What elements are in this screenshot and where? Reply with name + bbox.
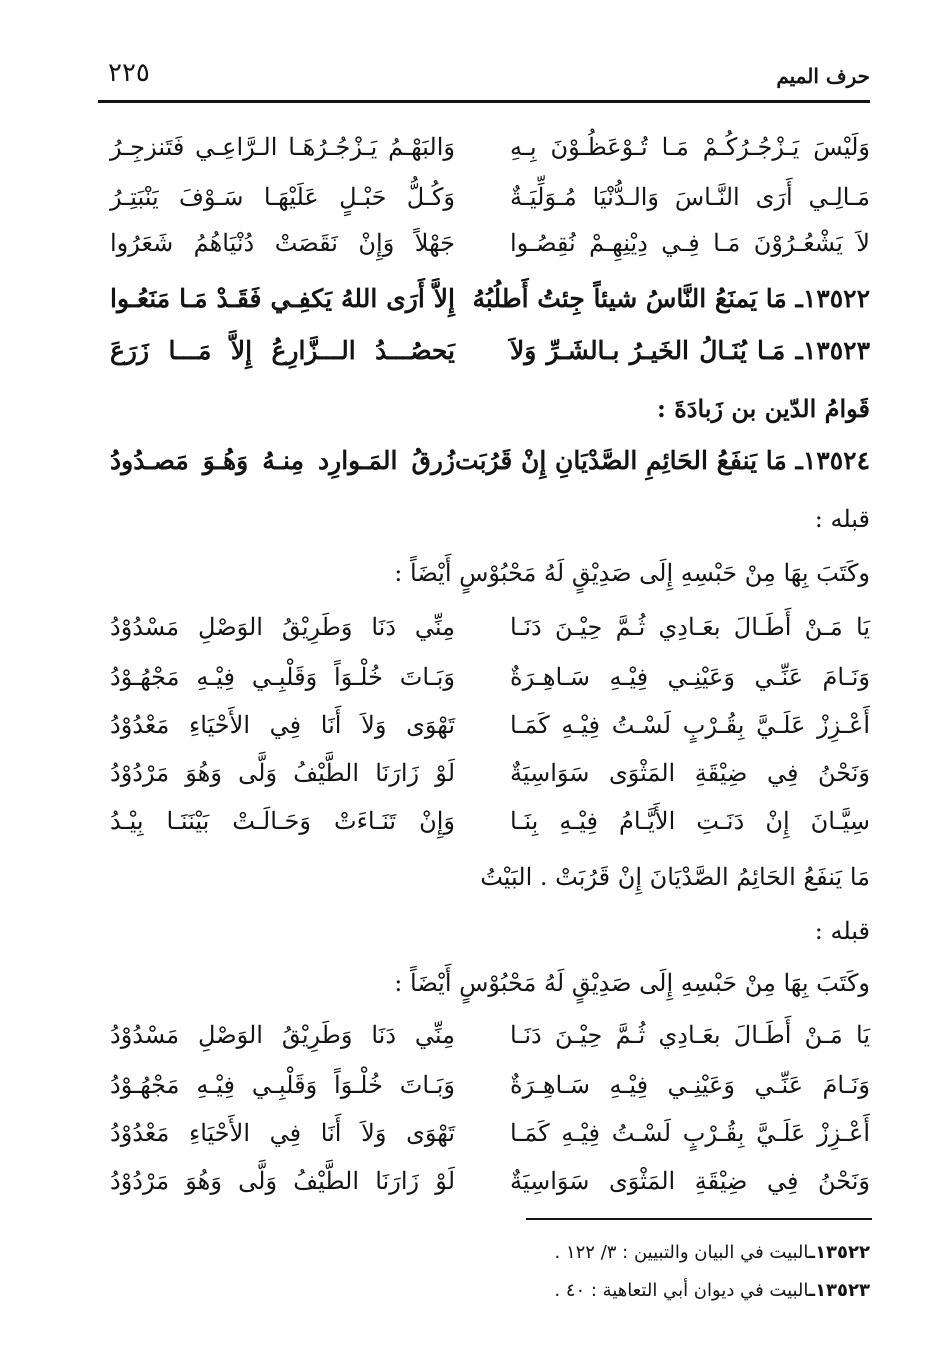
page-header (98, 52, 870, 104)
first-hemistich: وَنَحْنُ فِي ضِيْقَةِ المَثْوَى سَوَاسِيَةٌ (510, 1167, 870, 1195)
verse-line (110, 1156, 870, 1206)
entry-number: ١٣٥٢٣ـ (795, 336, 870, 365)
second-hemistich: وَبَـاتَ خُلْـوَاً وَقَلْبِـي فِيْـهِ مَجْهُـوْدُ (110, 663, 455, 691)
first-hemistich: يَا مَـنْ أَطَـالَ بعَـادِي ثُـمَّ حِيْـنَ دَنَـا (510, 1021, 870, 1049)
hemistich-text: مَا يَنفَعُ الحَائِمِ الصَّدْيَانِ إِنْ قَرُبَت (455, 446, 787, 475)
header-rule (98, 100, 870, 103)
first-hemistich (472, 274, 870, 324)
second-hemistich: تَهْوَى وَلاَ أَنَا فِي الأَحْيَاءِ مَعْدُوْدُ (110, 711, 455, 739)
first-hemistich: يَا مَـنْ أَطَـالَ بعَـادِي ثُـمَّ حِيْـنَ دَنَـا (510, 613, 870, 641)
first-hemistich: وَنَـامَ عَنِّـي وَعَيْنِـي فِيْـهِ سَـاهِـرَةٌ (510, 663, 870, 691)
second-hemistich: يَحصُـــدُ الـــزَّارِعُ إِلاَّ مَـــا زَرَعَ (110, 336, 455, 365)
first-hemistich (510, 326, 870, 376)
footnote-text: البيت في البيان والتبيين : ٣/ ١٢٢ . (554, 1242, 809, 1263)
verse-line (110, 796, 870, 846)
verse-line (110, 652, 870, 702)
footnote-number: ١٣٥٢٣ـ (808, 1280, 870, 1301)
second-hemistich: مِنِّي دَنَا وَطَرِيْقُ الوَصْلِ مَسْدُوْدُ (110, 1021, 455, 1049)
first-hemistich: لاَ يَشْعُـرُوْنَ مَـا فِـي دِيْنِهِـمْ نُقِصُـوا (510, 229, 870, 257)
first-hemistich: وَلَيْسَ يَـزْجُـرُكُـمْ مَـا تُـوْعَظُـوْنَ بِـهِ (510, 133, 870, 161)
verse-line (110, 218, 870, 268)
qablahu-label: قبله : (814, 917, 870, 945)
poet-name: قَوامُ الدّين بن زَبادَةَ : (657, 394, 870, 423)
second-hemistich: لَوْ زَارَنَا الطَّيْفُ وَلَّى وَهُوَ مَرْدُوْدُ (110, 1167, 455, 1195)
second-hemistich: وَبَـاتَ خُلْـوَاً وَقَلْبِـي فِيْـهِ مَجْهُـوْدُ (110, 1071, 455, 1099)
qablahu-label: قبله : (814, 505, 870, 533)
second-hemistich: إِلاَّ أَرَى اللهُ يَكفِـي فَقَـدْ مَـا مَنَعُـوا (110, 284, 455, 313)
intro-line: وكَتَبَ بِهَا مِنْ حَبْسِهِ إِلَى صَدِيْقٍ لَهُ مَحْبُوْسٍ أَيْضَاً : (394, 559, 870, 587)
entry-13524 (110, 436, 870, 486)
verse-line (110, 700, 870, 750)
footnote-number: ١٣٥٢٢ـ (808, 1242, 870, 1263)
page-number: ٢٢٥ (108, 58, 150, 88)
second-hemistich: جَهْلاً وَإِنْ نَقَصَتْ دُنْيَاهُمُ شَعَرُوا (110, 229, 455, 257)
footnote (555, 1238, 870, 1268)
hemistich-text: مَا يَمنَعُ النَّاسُ شيئاً جِئتُ أَطلُبُهُ (472, 284, 787, 313)
first-hemistich: وَنَحْنُ فِي ضِيْقَةِ المَثْوَى سَوَاسِيَةٌ (510, 759, 870, 787)
verse-line (110, 1060, 870, 1110)
verse-line (110, 172, 870, 222)
first-hemistich: أَعْـزِزْ عَلَـيَّ بِقُـرْبٍ لَسْـتُ فِيْـهِ كَمَـا (510, 711, 870, 739)
verse-line (110, 122, 870, 172)
hemistich-text: مَـا يُنَـالُ الخَيـرُ بـالشَـرِّ وَلاَ (510, 336, 786, 365)
footnote-rule (526, 1218, 872, 1220)
footnote (554, 1276, 870, 1306)
footnote-text: البيت في ديوان أبي التعاهية : ٤٠ . (554, 1280, 809, 1301)
chapter-title: حرف الميم (776, 64, 870, 88)
first-hemistich (455, 436, 870, 486)
second-hemistich: زُرقُ المَـوارِد مِنـهُ وَهُـوَ مَصـدُودُ (110, 446, 455, 475)
entry-number: ١٣٥٢٤ـ (795, 446, 870, 475)
second-hemistich: وَكُـلُّ حَبْـلٍ عَلَيْهَـا سَـوْفَ يَنْبَتِـرُ (110, 183, 455, 211)
verse-reference-line: مَا يَنفَعُ الحَائِمُ الصَّدْيَانَ إِنْ قَرُبَتْ . البَيْتُ (480, 863, 870, 891)
first-hemistich: مَـالِـي أَرَى النَّـاسَ وَالـدُّنْيَا مُـوَلِّيَـةٌ (510, 183, 870, 211)
verse-line (110, 1010, 870, 1060)
first-hemistich: أَعْـزِزْ عَلَـيَّ بِقُـرْبٍ لَسْـتُ فِيْـهِ كَمَـا (510, 1119, 870, 1147)
first-hemistich: وَنَـامَ عَنِّـي وَعَيْنِـي فِيْـهِ سَـاهِـرَةٌ (510, 1071, 870, 1099)
second-hemistich: تَهْوَى وَلاَ أَنَا فِي الأَحْيَاءِ مَعْدُوْدُ (110, 1119, 455, 1147)
first-hemistich: سِيَّـانَ إِنْ دَنَـتِ الأَيَّـامُ فِيْـهِ بِنَـا (510, 807, 870, 835)
verse-line (110, 602, 870, 652)
entry-13523 (110, 326, 870, 376)
second-hemistich: وَالبَهْـمُ يَـزْجُـرُهَـا الـرَّاعِـي فَتَنزجِـرُ (110, 133, 455, 161)
intro-line: وكَتَبَ بِهَا مِنْ حَبْسِهِ إِلَى صَدِيْقٍ لَهُ مَحْبُوْسٍ أَيْضَاً : (394, 969, 870, 997)
second-hemistich: مِنِّي دَنَا وَطَرِيْقُ الوَصْلِ مَسْدُوْدُ (110, 613, 455, 641)
entry-number: ١٣٥٢٢ـ (795, 284, 870, 313)
verse-line (110, 748, 870, 798)
entry-13522 (110, 274, 870, 324)
verse-line (110, 1108, 870, 1158)
second-hemistich: وَإِنْ تَنَـاءَتْ وَحَـالَـتْ بَيْنَنَـا بِيْـدُ (110, 807, 455, 835)
second-hemistich: لَوْ زَارَنَا الطَّيْفُ وَلَّى وَهُوَ مَرْدُوْدُ (110, 759, 455, 787)
